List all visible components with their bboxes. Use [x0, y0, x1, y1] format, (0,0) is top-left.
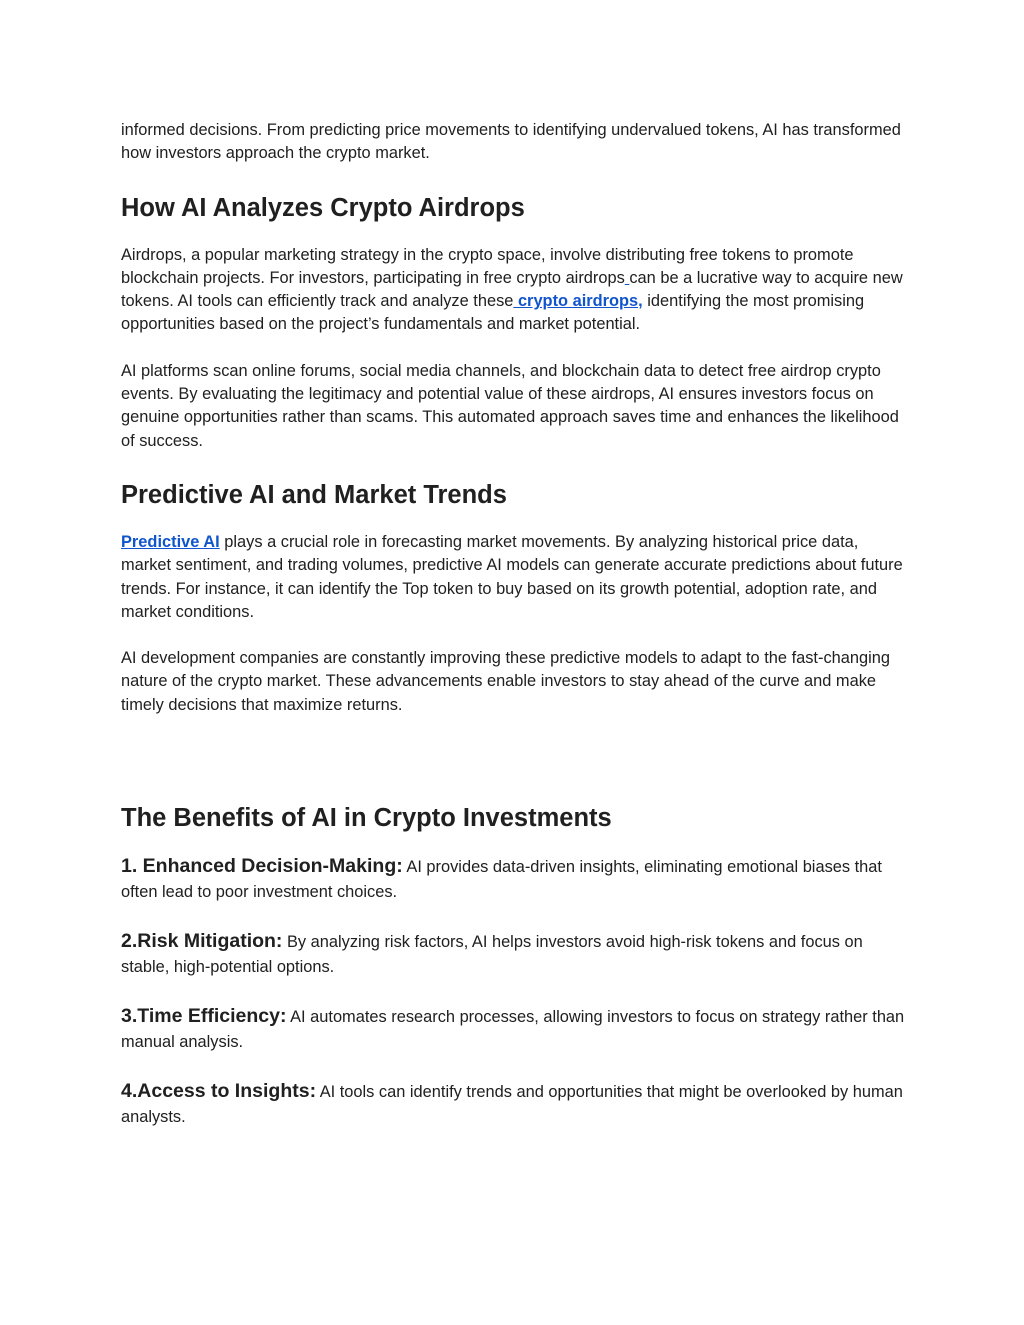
- benefit-text: By analyzing risk factors, AI helps investors avoid high-risk tokens and focus on stable, high-potential options.: [121, 933, 863, 976]
- airdrops-p1-text-3: identifying the most promising opportunities based on the project’s fundamentals and market potential.: [121, 292, 865, 334]
- benefit-text: AI provides data-driven insights, eliminating emotional biases that often lead to poor investment choices.: [121, 858, 882, 901]
- benefit-lead: 3.Time Efficiency:: [121, 1005, 287, 1028]
- airdrops-paragraph-2: AI platforms scan online forums, social media channels, and blockchain data to detect free airdrop crypto events. By evaluating the legitimacy and potential value of these airdrops, AI ensures investors focus on genuine opportunities rather than scams. This automated approach saves time and enhances the likelihood of success.: [121, 361, 899, 450]
- heading-predictive-ai: Predictive AI and Market Trends: [121, 480, 507, 509]
- predictive-ai-link[interactable]: Predictive AI: [121, 532, 220, 551]
- benefit-text: AI tools can identify trends and opportunities that might be overlooked by human analysts.: [121, 1083, 903, 1126]
- benefit-lead: 1. Enhanced Decision-Making:: [121, 855, 403, 878]
- crypto-airdrops-link[interactable]: crypto airdrops,: [513, 292, 643, 311]
- heading-benefits: The Benefits of AI in Crypto Investments: [121, 804, 612, 833]
- airdrops-p1-text-1: Airdrops, a popular marketing strategy in the crypto space, involve distributing free tokens to promote blockchain projects. For investors, participating in free crypto airdrops: [121, 245, 854, 287]
- benefit-item: [121, 929, 911, 979]
- benefit-item: [121, 854, 911, 904]
- heading-ai-analyzes-airdrops: How AI Analyzes Crypto Airdrops: [121, 193, 525, 222]
- benefit-lead: 4.Access to Insights:: [121, 1080, 317, 1103]
- predictive-p1-text: plays a crucial role in forecasting market movements. By analyzing historical price data, market sentiment, and trading volumes, predictive AI models can generate accurate predictions about future trends. For instance, it can identify the Top token to buy based on its growth potential, adoption rate, and market conditions.: [121, 532, 903, 621]
- benefit-item: [121, 1079, 911, 1129]
- airdrops-paragraph-1: [121, 244, 911, 337]
- benefit-lead: 2.Risk Mitigation:: [121, 930, 283, 953]
- document-page: [121, 119, 911, 1129]
- predictive-paragraph-1: [121, 531, 911, 624]
- benefit-text: AI automates research processes, allowing investors to focus on strategy rather than manual analysis.: [121, 1008, 905, 1051]
- airdrops-p1-text-2: can be a lucrative way to acquire new tokens. AI tools can efficiently track and analyze these: [121, 268, 903, 311]
- predictive-paragraph-2: AI development companies are constantly improving these predictive models to adapt to the fast-changing nature of the crypto market. These advancements enable investors to stay ahead of the curve and make timely decisions that maximize returns.: [121, 649, 890, 714]
- benefit-item: [121, 1004, 911, 1054]
- intro-paragraph: informed decisions. From predicting price movements to identifying undervalued tokens, AI has transformed how investors approach the crypto market.: [121, 121, 901, 163]
